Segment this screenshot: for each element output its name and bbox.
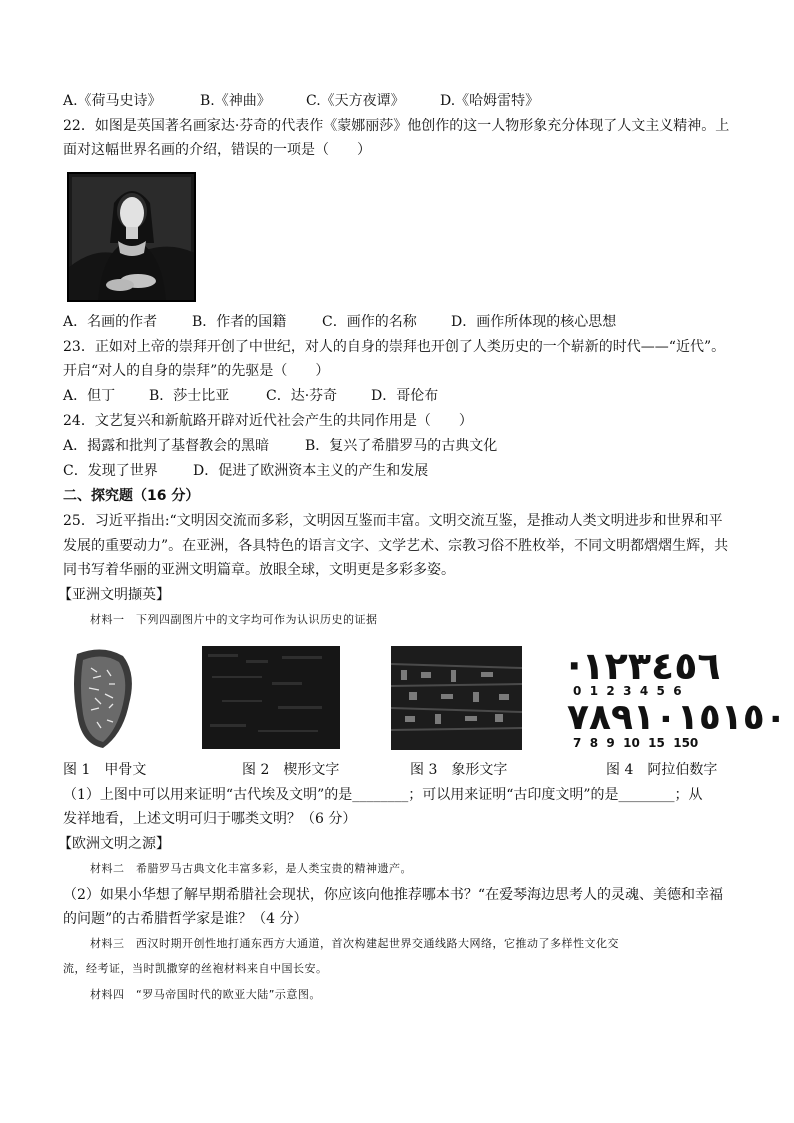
arabic-numerals-row1: ·١٢٣٤٥٦ [567,644,721,688]
q25-stem-line2: 发展的重要动力”。在亚洲，各具特色的语言文字、文学艺术、宗教习俗不胜枚举，不同文明都熠熠生辉，共 [63,538,729,554]
q24-stem-line1: 24．文艺复兴和新航路开辟对近代社会产生的共同作用是（ ） [63,413,473,429]
material-3-line2: 流，经考证，当时凯撒穿的丝袍材料来自中国长安。 [63,962,328,975]
arabic-numerals-row2: ٧٨٩١٠١٥١٥٠ [567,697,787,738]
figure-3-caption: 图 3 象形文字 [410,762,508,778]
material-4: 材料四 “罗马帝国时代的欧亚大陆”示意图。 [90,988,321,1001]
q25-sub2-line2: 的问题”的古希腊哲学家是谁？（4 分） [63,911,308,927]
latin-numerals-row1: 0 1 2 3 4 5 6 [573,684,682,698]
q21-option-a: A.《荷马史诗》 [63,93,162,109]
arabic-numerals-image [563,644,787,752]
q22-option-c: C．画作的名称 [322,314,417,330]
figure-4-caption: 图 4 阿拉伯数字 [606,762,718,778]
q22-stem-line1: 22．如图是英国著名画家达·芬奇的代表作《蒙娜丽莎》他创作的这一人物形象充分体现了人文主义精神。上 [63,118,730,134]
section2-title: 二、探究题（16 分） [63,488,200,504]
material-3-line1: 材料三 西汉时期开创性地打通东西方大通道，首次构建起世界交通线路大网络，它推动了多样性文化交 [90,937,619,950]
mona-lisa-image [68,173,195,301]
q25-sub1-line2: 发祥地看，上述文明可归于哪类文明？（6 分） [63,811,357,827]
q25-sub2-line1: （2）如果小华想了解早期希腊社会现状，你应该向他推荐哪本书？“在爱琴海边思考人的灵魂、美德和幸福 [63,887,724,903]
material-2: 材料二 希腊罗马古典文化丰富多彩，是人类宝贵的精神遗产。 [90,862,412,875]
figure-1-caption: 图 1 甲骨文 [63,762,147,778]
europe-heading: 【欧洲文明之源】 [58,836,170,852]
q24-option-c: C．发现了世界 [63,463,158,479]
material-1: 材料一 下列四副图片中的文字均可作为认识历史的证据 [90,613,378,626]
q23-option-b: B．莎士比亚 [149,388,230,404]
cuneiform-image [202,646,340,749]
q21-option-b: B.《神曲》 [200,93,271,109]
q22-option-b: B．作者的国籍 [192,314,287,330]
q23-option-a: A．但丁 [63,388,116,404]
asia-heading: 【亚洲文明撷英】 [58,587,170,603]
q24-option-a: A．揭露和批判了基督教会的黑暗 [63,438,270,454]
q25-sub1-line1: （1）上图中可以用来证明“古代埃及文明”的是________；可以用来证明“古印度文明”的是________；从 [63,787,703,803]
figure-2-caption: 图 2 楔形文字 [242,762,340,778]
q22-option-d: D．画作所体现的核心思想 [451,314,617,330]
q23-option-c: C．达·芬奇 [266,388,338,404]
q23-stem-line1: 23．正如对上帝的崇拜开创了中世纪，对人的自身的崇拜也开创了人类历史的一个崭新的时代——“近代”。 [63,339,726,355]
q25-stem-line3: 同书写着华丽的亚洲文明篇章。放眼全球，文明更是多彩多姿。 [63,562,455,578]
oracle-bone-image [63,644,153,752]
q23-stem-line2: 开启“对人的自身的崇拜”的先驱是（ ） [63,363,330,379]
q22-option-a: A．名画的作者 [63,314,158,330]
q24-option-d: D．促进了欧洲资本主义的产生和发展 [193,463,429,479]
q23-option-d: D．哥伦布 [371,388,439,404]
q24-option-b: B．复兴了希腊罗马的古典文化 [305,438,498,454]
latin-numerals-row2: 7 8 9 10 15 150 [573,736,699,750]
q25-stem-line1: 25．习近平指出:“文明因交流而多彩，文明因互鉴而丰富。文明交流互鉴，是推动人类文明进步和世界和平 [63,513,723,529]
q22-stem-line2: 面对这幅世界名画的介绍，错误的一项是（ ） [63,142,371,158]
hieroglyph-image [391,646,522,750]
q21-option-c: C.《天方夜谭》 [306,93,405,109]
q21-option-d: D.《哈姆雷特》 [440,93,540,109]
